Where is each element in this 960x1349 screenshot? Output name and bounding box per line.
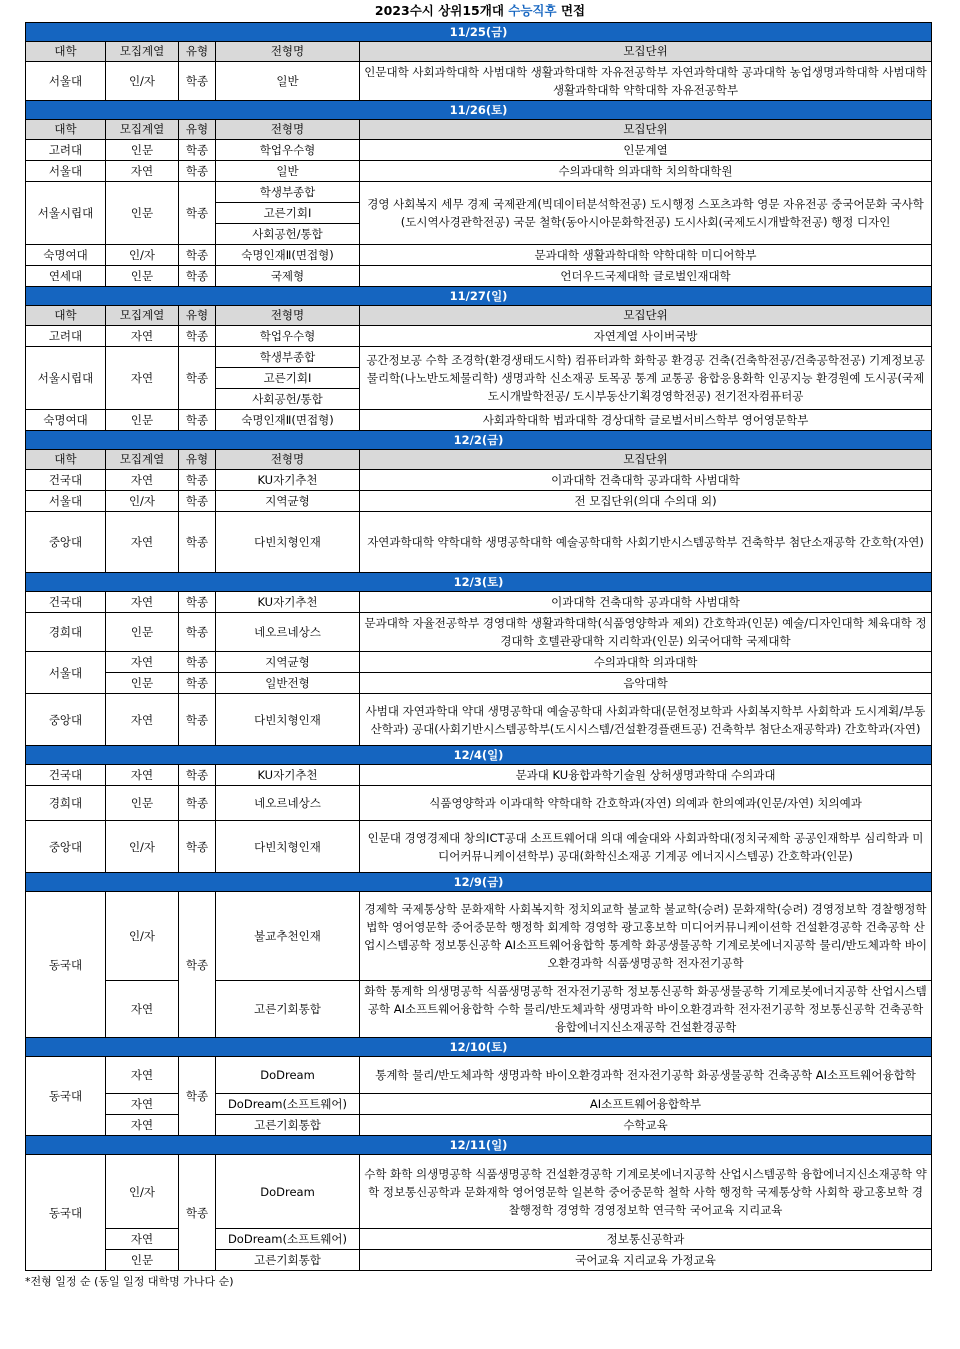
date-label: 11/27(일) [26, 287, 932, 306]
table-cell: 중앙대 [26, 512, 106, 573]
table-row [26, 470, 932, 491]
table-cell: 학종 [179, 347, 216, 410]
table-cell: 인/자 [106, 821, 179, 873]
table-row [26, 491, 932, 512]
units-cell: 자연과학대학 약학대학 생명공학대학 예술공학대학 사회기반시스템공학부 건축학부 첨단소재공학 간호학(자연) [360, 512, 932, 573]
table-cell: 학종 [179, 1155, 216, 1271]
table-cell: 학종 [179, 1057, 216, 1136]
table-row [26, 1155, 932, 1229]
table-cell: 자연 [106, 1057, 179, 1094]
date-row [26, 1038, 932, 1057]
table-cell: 서울대 [26, 161, 106, 182]
table-cell: 학종 [179, 613, 216, 652]
units-cell: 문과대학 자율전공학부 경영대학 생활과학대학(식품영양학과 제외) 간호학과(인문) 예술/디자인대학 체육대학 정경대학 호텔관광대학 지리학과(인문) 외국어대학 국제대학 [360, 613, 932, 652]
table-cell: 일반전형 [216, 673, 360, 694]
header-field: 모집계열 [106, 306, 179, 326]
table-cell: 학종 [179, 245, 216, 266]
units-cell: 언더우드국제대학 글로벌인재대학 [360, 266, 932, 287]
units-cell: 전 모집단위(의대 수의대 외) [360, 491, 932, 512]
date-row [26, 287, 932, 306]
table-row [26, 182, 932, 203]
table-cell: 인문 [106, 673, 179, 694]
table-cell: 지역균형 [216, 652, 360, 673]
table-cell: 고른기회통합 [216, 1115, 360, 1136]
header-admission: 전형명 [216, 306, 360, 326]
table-cell: 인/자 [106, 62, 179, 101]
units-cell: 수학 화학 의생명공학 식품생명공학 건설환경공학 기계로봇에너지공학 산업시스템공학 융합에너지신소재공학 약학 정보통신공학과 문화재학 영어영문학 일본학 중어중문학 철학 사학 행정학 국제통상학 사회학 광고홍보학 경찰행정학 경영학 경영정보학 연극학 국어교육 지리교육 [360, 1155, 932, 1229]
table-cell: 인문 [106, 786, 179, 821]
date-label: 12/10(토) [26, 1038, 932, 1057]
table-row [26, 62, 932, 101]
header-admission: 전형명 [216, 450, 360, 470]
units-cell: 화학 통계학 의생명공학 식품생명공학 전자전기공학 정보통신공학 화공생물공학 기계로봇에너지공학 산업시스템공학 AI소프트웨어융합학 수학 물리/반도체과학 생명과학 바이오환경과학 전자전기공학 정보통신공학 건축공학 융합에너지신소재공학 건설환경공학 [360, 981, 932, 1038]
units-cell: 인문대학 사회과학대학 사범대학 생활과학대학 자유전공학부 자연과학대학 공과대학 농업생명과학대학 사범대학 생활과학대학 약학대학 자유전공학부 [360, 62, 932, 101]
table-row [26, 1115, 932, 1136]
table-cell: 일반 [216, 161, 360, 182]
table-cell: 건국대 [26, 592, 106, 613]
units-cell: 이과대학 건축대학 공과대학 사범대학 [360, 470, 932, 491]
table-cell: 자연 [106, 694, 179, 746]
table-cell: 동국대 [26, 892, 106, 1038]
units-cell: 정보통신공학과 [360, 1229, 932, 1250]
table-cell: 고른기회Ⅰ [216, 368, 360, 389]
table-cell: 자연 [106, 161, 179, 182]
table-cell: 인문 [106, 613, 179, 652]
header-admission: 전형명 [216, 120, 360, 140]
table-cell: 인/자 [106, 892, 179, 981]
table-cell: 자연 [106, 1229, 179, 1250]
units-cell: 자연계열 사이버국방 [360, 326, 932, 347]
column-header-row [26, 450, 932, 470]
table-cell: 서울대 [26, 62, 106, 101]
table-cell: 자연 [106, 347, 179, 410]
interview-schedule-table [25, 22, 932, 1271]
table-cell: 자연 [106, 981, 179, 1038]
table-row [26, 765, 932, 786]
title-prefix: 2023수시 상위15개대 [374, 3, 504, 18]
table-cell: 경희대 [26, 786, 106, 821]
header-units: 모집단위 [360, 306, 932, 326]
table-row [26, 821, 932, 873]
header-university: 대학 [26, 120, 106, 140]
column-header-row [26, 306, 932, 326]
table-cell: 학생부종합 [216, 347, 360, 368]
table-cell: 학업우수형 [216, 140, 360, 161]
units-cell: 문과대 KU융합과학기술원 상허생명과학대 수의과대 [360, 765, 932, 786]
header-type: 유형 [179, 450, 216, 470]
table-cell: 불교추천인재 [216, 892, 360, 981]
table-cell: 자연 [106, 1094, 179, 1115]
date-label: 11/26(토) [26, 101, 932, 120]
table-cell: 동국대 [26, 1155, 106, 1271]
date-label: 12/11(일) [26, 1136, 932, 1155]
table-row [26, 245, 932, 266]
units-cell: 국어교육 지리교육 가정교육 [360, 1250, 932, 1271]
table-cell: 학종 [179, 410, 216, 431]
table-row [26, 1094, 932, 1115]
table-cell: 학종 [179, 821, 216, 873]
table-cell: 숙명여대 [26, 410, 106, 431]
table-cell: 학종 [179, 161, 216, 182]
table-cell: 건국대 [26, 765, 106, 786]
table-cell: 고려대 [26, 140, 106, 161]
table-cell: 사회공헌/통합 [216, 389, 360, 410]
page-title [0, 0, 960, 22]
header-field: 모집계열 [106, 42, 179, 62]
table-row [26, 1057, 932, 1094]
table-cell: 고른기회통합 [216, 981, 360, 1038]
units-cell: 통계학 물리/반도체과학 생명과학 바이오환경과학 전자전기공학 화공생물공학 건축공학 AI소프트웨어융합학 [360, 1057, 932, 1094]
table-cell: 숙명여대 [26, 245, 106, 266]
table-row [26, 652, 932, 673]
table-cell: 학종 [179, 673, 216, 694]
table-cell: 일반 [216, 62, 360, 101]
table-cell: 학종 [179, 652, 216, 673]
date-row [26, 573, 932, 592]
units-cell: 공간정보공 수학 조경학(환경생태도시학) 컴퓨터과학 화학공 환경공 건축(건축학전공/건축공학전공) 기계정보공 물리학(나노반도체물리학) 생명과학 신소재공 토목공 통계 교통공 융합응용화학 인공지능 환경원예 도시공(국제도시개발학전공/ 도시부동산기획경영학전공) 전기전자컴퓨터공 [360, 347, 932, 410]
units-cell: 수의과대학 의과대학 [360, 652, 932, 673]
header-type: 유형 [179, 42, 216, 62]
table-row [26, 410, 932, 431]
table-cell: KU자기추천 [216, 470, 360, 491]
table-cell: 숙명인재Ⅱ(면접형) [216, 410, 360, 431]
title-accent: 수능직후 [508, 3, 557, 18]
table-cell: 학종 [179, 694, 216, 746]
table-cell: 인문 [106, 266, 179, 287]
table-cell: 학생부종합 [216, 182, 360, 203]
table-cell: 자연 [106, 765, 179, 786]
table-cell: 학종 [179, 786, 216, 821]
table-row [26, 161, 932, 182]
table-row [26, 326, 932, 347]
table-cell: 국제형 [216, 266, 360, 287]
table-cell: 중앙대 [26, 821, 106, 873]
units-cell: 문과대학 생활과학대학 약학대학 미디어학부 [360, 245, 932, 266]
table-cell: DoDream(소프트웨어) [216, 1229, 360, 1250]
table-cell: KU자기추천 [216, 765, 360, 786]
column-header-row [26, 42, 932, 62]
table-cell: 다빈치형인재 [216, 694, 360, 746]
table-cell: 사회공헌/통합 [216, 224, 360, 245]
table-cell: 학종 [179, 491, 216, 512]
table-cell: 학종 [179, 592, 216, 613]
table-cell: DoDream(소프트웨어) [216, 1094, 360, 1115]
units-cell: 식품영양학과 이과대학 약학대학 간호학과(자연) 의예과 한의예과(인문/자연) 치의예과 [360, 786, 932, 821]
table-row [26, 266, 932, 287]
units-cell: 사범대 자연과학대 약대 생명공학대 예술공학대 사회과학대(문헌정보학과 사회복지학부 사회학과 도시계획/부동산학과) 공대(사회기반시스템공학부(도시시스템/건설환경플랜트공) 건축학부 첨단소재공학과) 간호학과(자연) [360, 694, 932, 746]
table-row [26, 786, 932, 821]
table-cell: 학종 [179, 62, 216, 101]
table-cell: 서울시립대 [26, 347, 106, 410]
table-cell: 인문 [106, 140, 179, 161]
title-suffix: 면접 [560, 3, 586, 18]
units-cell: 수의과대학 의과대학 치의학대학원 [360, 161, 932, 182]
date-row [26, 101, 932, 120]
table-cell: 다빈치형인재 [216, 512, 360, 573]
date-row [26, 431, 932, 450]
table-row [26, 892, 932, 981]
table-cell: 학종 [179, 892, 216, 1038]
header-units: 모집단위 [360, 450, 932, 470]
table-cell: 고른기회Ⅰ [216, 203, 360, 224]
date-row [26, 1136, 932, 1155]
units-cell: 경제학 국제통상학 문화재학 사회복지학 정치외교학 불교학 불교학(승려) 문화재학(승려) 경영정보학 경찰행정학 법학 영어영문학 중어중문학 행정학 회계학 경영학 광고홍보학 미디어커뮤니케이션학 건설환경공학 건축공학 산업시스템공학 정보통신공학 AI소프트웨어융합학 통계학 화공생물공학 기계로봇에너지공학 물리/반도체과학 바이오환경과학 식품생명공학 전자전기공학 [360, 892, 932, 981]
header-university: 대학 [26, 42, 106, 62]
header-units: 모집단위 [360, 42, 932, 62]
table-cell: 학종 [179, 765, 216, 786]
table-cell: 서울시립대 [26, 182, 106, 245]
units-cell: 경영 사회복지 세무 경제 국제관계(빅데이터분석학전공) 도시행정 스포츠과학 영문 자유전공 중국어문화 국사학(도시역사경관학전공) 국문 철학(동아시아문화학전공) 도시사회(국제도시개발학전공) 행정 디자인 [360, 182, 932, 245]
table-cell: KU자기추천 [216, 592, 360, 613]
date-row [26, 873, 932, 892]
units-cell: 이과대학 건축대학 공과대학 사범대학 [360, 592, 932, 613]
table-cell: 숙명인재Ⅱ(면접형) [216, 245, 360, 266]
table-row [26, 592, 932, 613]
table-cell: 인/자 [106, 245, 179, 266]
header-admission: 전형명 [216, 42, 360, 62]
header-university: 대학 [26, 306, 106, 326]
table-cell: 학종 [179, 140, 216, 161]
header-type: 유형 [179, 306, 216, 326]
table-cell: 연세대 [26, 266, 106, 287]
table-cell: 자연 [106, 652, 179, 673]
table-cell: 서울대 [26, 491, 106, 512]
table-cell: 건국대 [26, 470, 106, 491]
table-cell: 고른기회통합 [216, 1250, 360, 1271]
table-cell: 인/자 [106, 491, 179, 512]
date-label: 12/3(토) [26, 573, 932, 592]
table-row [26, 673, 932, 694]
units-cell: 음악대학 [360, 673, 932, 694]
footnote: *전형 일정 순 (동일 일정 대학명 가나다 순) [25, 1275, 234, 1288]
date-label: 12/9(금) [26, 873, 932, 892]
table-cell: 학종 [179, 182, 216, 245]
table-row [26, 347, 932, 368]
date-label: 12/4(일) [26, 746, 932, 765]
table-cell: 지역균형 [216, 491, 360, 512]
schedule-body [26, 23, 932, 1271]
table-cell: 학종 [179, 266, 216, 287]
date-row [26, 746, 932, 765]
units-cell: 인문계열 [360, 140, 932, 161]
table-row [26, 1229, 932, 1250]
table-cell: 다빈치형인재 [216, 821, 360, 873]
table-cell: DoDream [216, 1155, 360, 1229]
table-cell: 자연 [106, 512, 179, 573]
table-row [26, 140, 932, 161]
table-row [26, 1250, 932, 1271]
table-cell: 학업우수형 [216, 326, 360, 347]
table-cell: 인문 [106, 1250, 179, 1271]
table-cell: 자연 [106, 470, 179, 491]
date-row [26, 23, 932, 42]
header-type: 유형 [179, 120, 216, 140]
table-cell: 학종 [179, 326, 216, 347]
table-row [26, 694, 932, 746]
date-label: 11/25(금) [26, 23, 932, 42]
header-units: 모집단위 [360, 120, 932, 140]
date-label: 12/2(금) [26, 431, 932, 450]
table-cell: 중앙대 [26, 694, 106, 746]
table-cell: 동국대 [26, 1057, 106, 1136]
table-cell: 자연 [106, 592, 179, 613]
units-cell: 인문대 경영경제대 창의ICT공대 소프트웨어대 의대 예술대와 사회과학대(정치국제학 공공인재학부 심리학과 미디어커뮤니케이션학부) 공대(화학신소재공 기계공 에너지시스템공) 간호학과(인문) [360, 821, 932, 873]
header-university: 대학 [26, 450, 106, 470]
header-field: 모집계열 [106, 120, 179, 140]
table-cell: 경희대 [26, 613, 106, 652]
table-row [26, 613, 932, 652]
header-field: 모집계열 [106, 450, 179, 470]
table-cell: 네오르네상스 [216, 786, 360, 821]
column-header-row [26, 120, 932, 140]
units-cell: AI소프트웨어융합학부 [360, 1094, 932, 1115]
table-cell: 자연 [106, 1115, 179, 1136]
units-cell: 사회과학대학 법과대학 경상대학 글로벌서비스학부 영어영문학부 [360, 410, 932, 431]
table-cell: DoDream [216, 1057, 360, 1094]
table-cell: 인/자 [106, 1155, 179, 1229]
table-cell: 인문 [106, 182, 179, 245]
table-cell: 네오르네상스 [216, 613, 360, 652]
table-cell: 학종 [179, 512, 216, 573]
table-cell: 서울대 [26, 652, 106, 694]
table-row [26, 981, 932, 1038]
units-cell: 수학교육 [360, 1115, 932, 1136]
table-cell: 고려대 [26, 326, 106, 347]
table-cell: 인문 [106, 410, 179, 431]
table-row [26, 512, 932, 573]
table-cell: 자연 [106, 326, 179, 347]
table-cell: 학종 [179, 470, 216, 491]
